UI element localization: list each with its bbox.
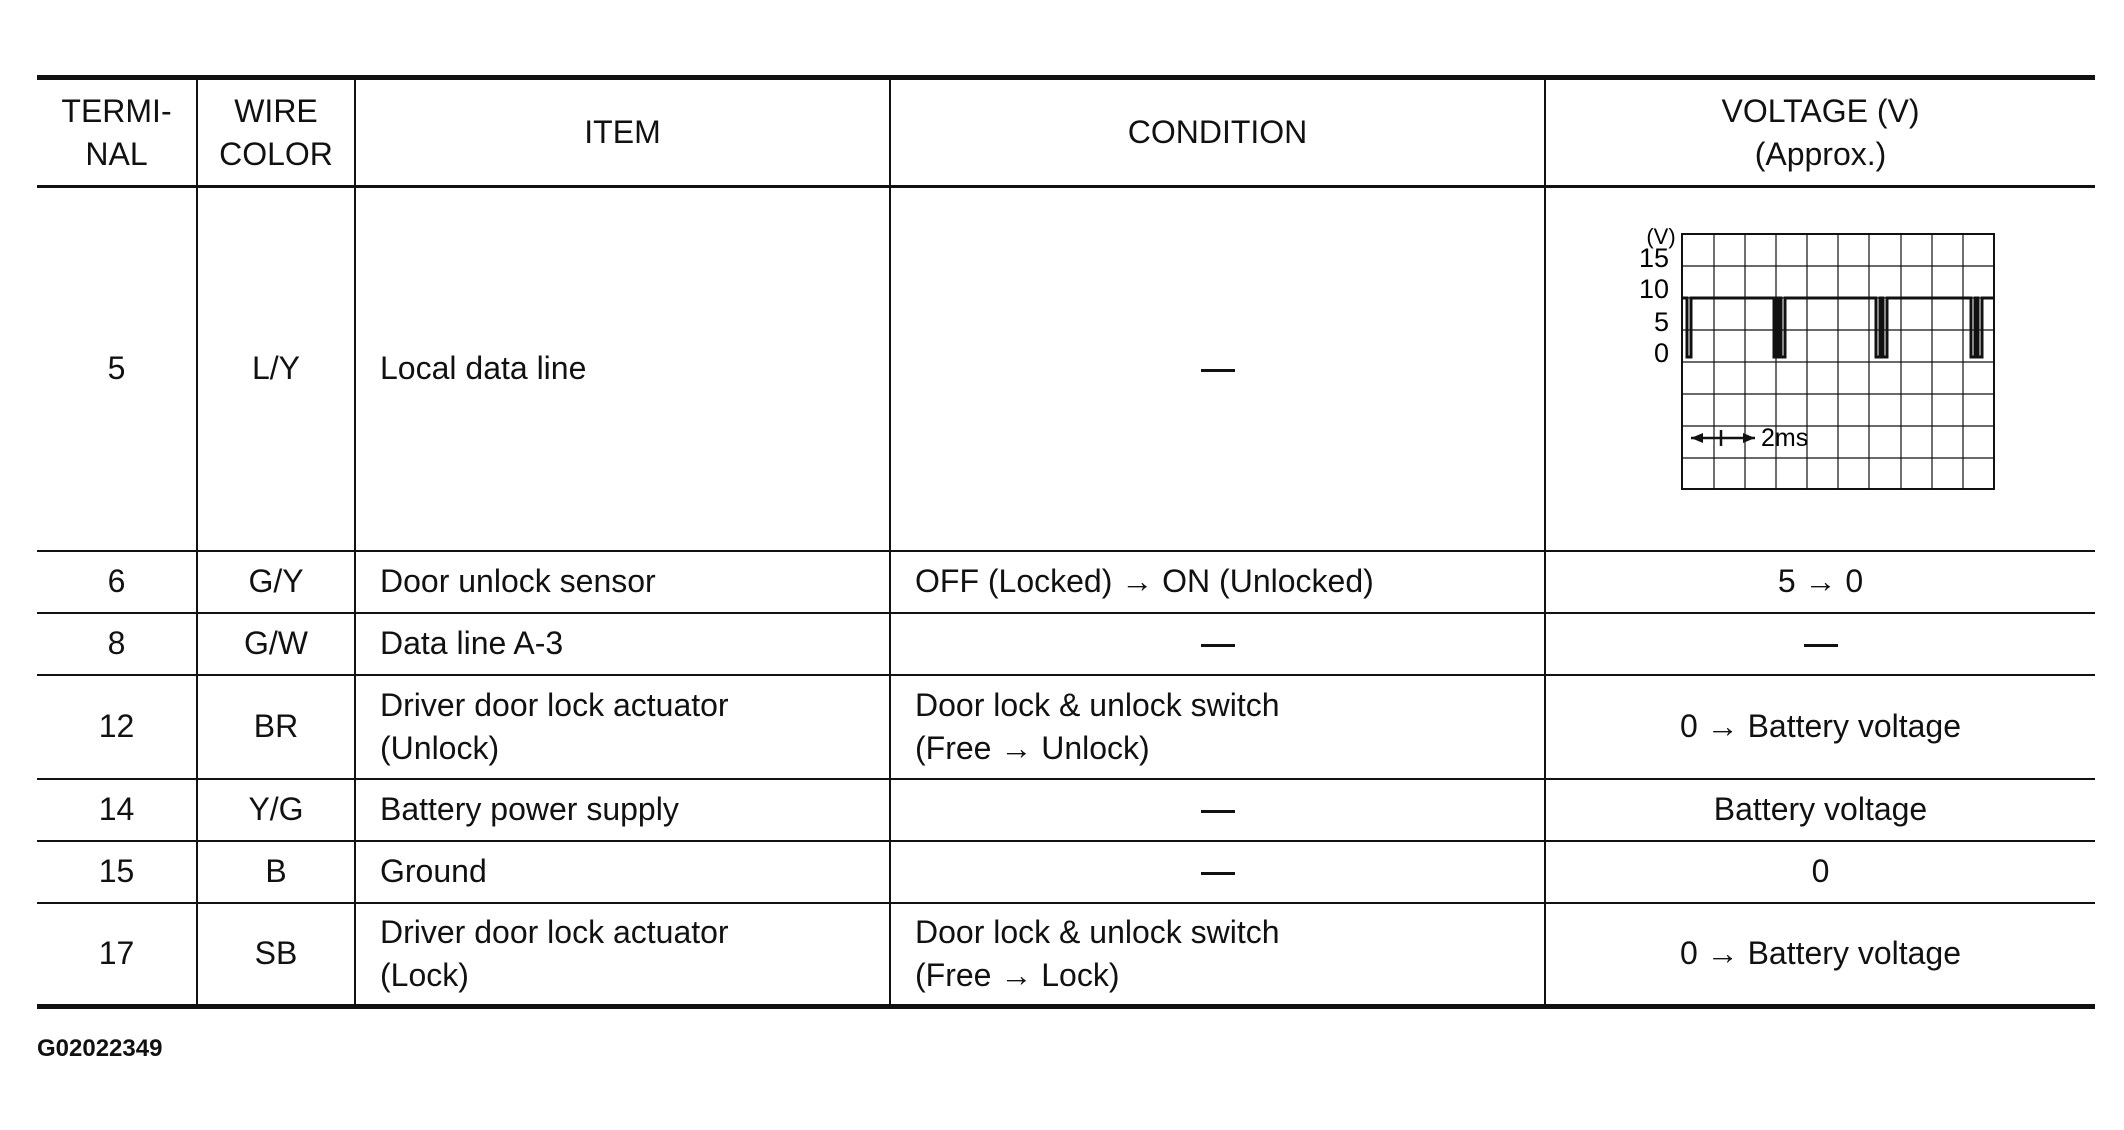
cell-wire-color: L/Y xyxy=(197,187,355,551)
cell-wire-color: G/Y xyxy=(197,551,355,613)
cell-item xyxy=(355,903,890,1007)
table-row xyxy=(37,779,2095,841)
waveform-grid xyxy=(1682,234,1994,489)
waveform-unit-label: (V) xyxy=(1645,223,1676,249)
cell-condition-line2: (Free → Unlock) xyxy=(915,729,1150,766)
header-voltage-line1: VOLTAGE (V) xyxy=(1721,92,1920,129)
dash-mark xyxy=(1201,810,1235,813)
cell-condition-line1: Door lock & unlock switch xyxy=(915,686,1280,723)
header-voltage-line2: (Approx.) xyxy=(1754,135,1887,172)
cell-item: Battery power supply xyxy=(355,779,890,841)
cell-item-line1: Driver door lock actuator xyxy=(380,913,729,950)
cell-voltage-waveform xyxy=(1545,187,2095,551)
oscilloscope-waveform xyxy=(1546,224,2095,514)
cell-voltage: Battery voltage xyxy=(1545,779,2095,841)
waveform-ytick-5: 5 xyxy=(1653,306,1669,337)
cell-condition-line2: (Free → Lock) xyxy=(915,956,1120,993)
cell-condition xyxy=(890,613,1545,675)
cell-condition xyxy=(890,903,1545,1007)
cell-condition xyxy=(890,779,1545,841)
waveform-ytick-0: 0 xyxy=(1653,337,1669,368)
cell-item: Local data line xyxy=(355,187,890,551)
cell-item-line2: (Unlock) xyxy=(380,729,500,766)
cell-voltage: 5 → 0 xyxy=(1545,551,2095,613)
cell-voltage: 0 → Battery voltage xyxy=(1545,903,2095,1007)
time-base-label: 2ms xyxy=(1760,423,1808,452)
dash-mark xyxy=(1201,872,1235,875)
cell-item-line1: Driver door lock actuator xyxy=(380,686,729,723)
header-voltage xyxy=(1545,78,2095,187)
cell-item: Data line A-3 xyxy=(355,613,890,675)
waveform-chart xyxy=(1631,224,2011,514)
table-row xyxy=(37,187,2095,551)
cell-terminal: 17 xyxy=(37,903,197,1007)
cell-voltage: 0 → Battery voltage xyxy=(1545,675,2095,779)
terminal-spec-table xyxy=(37,75,2095,1009)
table-header-row xyxy=(37,78,2095,187)
table-row xyxy=(37,551,2095,613)
dash-mark xyxy=(1201,644,1235,647)
cell-terminal: 6 xyxy=(37,551,197,613)
header-wire-color xyxy=(197,78,355,187)
cell-item xyxy=(355,675,890,779)
table-row xyxy=(37,841,2095,903)
dash-mark xyxy=(1804,644,1838,647)
header-terminal-line2: NAL xyxy=(85,135,148,172)
cell-condition xyxy=(890,841,1545,903)
cell-voltage: 0 xyxy=(1545,841,2095,903)
cell-condition-line1: Door lock & unlock switch xyxy=(915,913,1280,950)
header-wire-color-line2: COLOR xyxy=(219,135,333,172)
cell-condition xyxy=(890,675,1545,779)
cell-wire-color: Y/G xyxy=(197,779,355,841)
cell-terminal: 12 xyxy=(37,675,197,779)
cell-item-line2: (Lock) xyxy=(380,956,469,993)
dash-mark xyxy=(1201,369,1235,372)
header-wire-color-line1: WIRE xyxy=(234,92,318,129)
header-terminal xyxy=(37,78,197,187)
cell-item: Ground xyxy=(355,841,890,903)
header-item: ITEM xyxy=(355,78,890,187)
figure-code: G02022349 xyxy=(37,1035,163,1062)
cell-condition xyxy=(890,187,1545,551)
cell-voltage xyxy=(1545,613,2095,675)
cell-terminal: 15 xyxy=(37,841,197,903)
table-row xyxy=(37,675,2095,779)
waveform-ytick-10: 10 xyxy=(1638,273,1669,304)
cell-terminal: 8 xyxy=(37,613,197,675)
cell-terminal: 14 xyxy=(37,779,197,841)
header-condition: CONDITION xyxy=(890,78,1545,187)
table-row xyxy=(37,613,2095,675)
header-terminal-line1: TERMI- xyxy=(61,92,172,129)
cell-item: Door unlock sensor xyxy=(355,551,890,613)
table-row xyxy=(37,903,2095,1007)
cell-wire-color: G/W xyxy=(197,613,355,675)
cell-wire-color: B xyxy=(197,841,355,903)
cell-condition: OFF (Locked) → ON (Unlocked) xyxy=(890,551,1545,613)
cell-wire-color: BR xyxy=(197,675,355,779)
cell-wire-color: SB xyxy=(197,903,355,1007)
waveform-ytick-15: 15 xyxy=(1638,242,1669,273)
cell-terminal: 5 xyxy=(37,187,197,551)
